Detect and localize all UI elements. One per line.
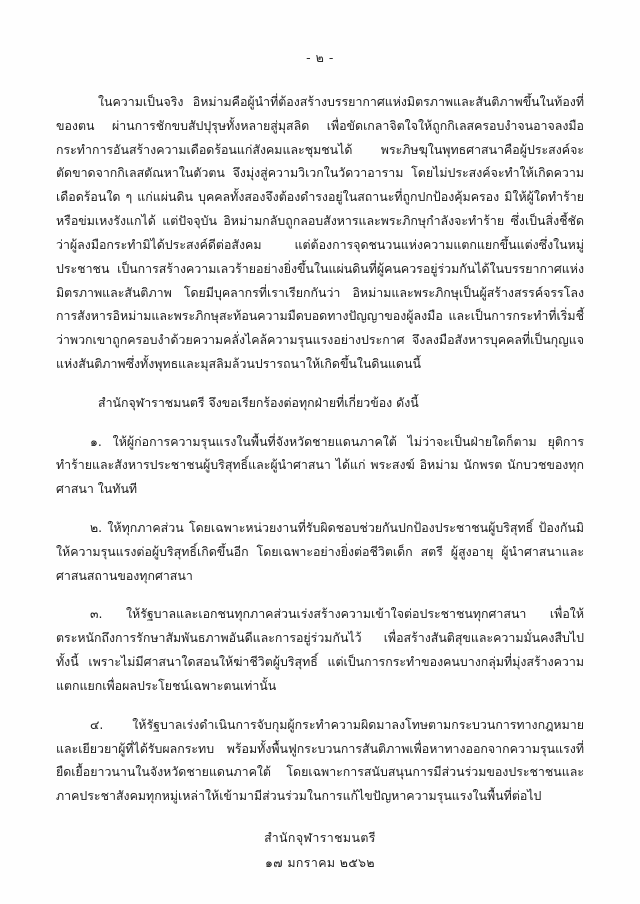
paragraph-spacer: [56, 378, 584, 391]
signature-office: สำนักจุฬาราชมนตรี: [264, 829, 376, 845]
signature-date: ๑๗ มกราคม ๒๕๖๒: [265, 854, 375, 870]
list-item: ๔. ให้รัฐบาลเร่งดำเนินการจับกุมผู้กระทำความผิดมาลงโทษตามกระบวนการทางกฎหมาย และเยียวยาผู้ที่ได้รับผลกระทบ พร้อมทั้งพื้นฟูกระบวนการสันติภาพเพื่อหาทางออกจากความรุนแรงที่ยืดเยื้อยาวนานในจังหวัดชายแดนภาคใต้ โดยเฉพาะการสนับสนุนการมีส่วนร่วมของประชาชนและภาคประชาสังคมทุกหมู่เหล่าให้เข้ามามีส่วนร่วมในการแก้ไขปัญหาความรุนแรงในพื้นที่ต่อไป: [56, 716, 584, 804]
list-item: ๓. ให้รัฐบาลและเอกชนทุกภาคส่วนเร่งสร้างความเข้าใจต่อประชาชนทุกศาสนา เพื่อให้ตระหนักถึงการรักษาสัมพันธภาพอันดีและการอยู่ร่วมกันไว้ เพื่อสร้างสันติสุขและความมั่นคงสืบไป ทั้งนี้ เพราะไม่มีศาสนาใดสอนให้ฆ่าชีวิตผู้บริสุทธิ์ แต่เป็นการกระทำของคนบางกลุ่มที่มุ่งสร้างความแตกแยกเพื่อผลประโยชน์เฉพาะตนเท่านั้น: [56, 606, 584, 693]
paragraph-1: ในความเป็นจริง อิหม่ามคือผู้นำที่ต้องสร้างบรรยากาศแห่งมิตรภาพและสันติภาพขึ้นในท้องที่ของตน ผ่านการชักขบสัปปุรุษทั้งหลายสู่มุสลิด เพื่อขัดเกลาจิตใจให้ถูกกิเลสครอบงำจนอาจลงมือกระทำการอันสร้างความเดือดร้อนแก่สังคมและชุมชนได้ พระภิษฆุในพุทธศาสนาคือผู้ประสงค์จะตัดขาดจากกิเลสตัณหาในตัวตน จึงมุ่งสู่ความวิเวกในวัดวาอาราม โดยไม่ประสงค์จะทำให้เกิดความเดือดร้อนใด ๆ แก่แผ่นดิน บุคคลทั้งสองจึงต้องดำรงอยู่ในสถานะที่ถูกปกป้องคุ้มครอง มิให้ผู้ใดทำร้ายหรือข่มเหงรังแกได้ แต่ปัจจุบัน อิหม่ามกลับถูกลอบสังหารและพระภิกษุกำลังจะทำร้าย ซึ่งเป็นสิ่งชี้ชัดว่าผู้ลงมือกระทำมิได้ประสงค์ดีต่อสังคม แต่ต้องการจุดชนวนแห่งความแตกแยกขึ้นแต่งซึ่งในหมู่ประชาชน เป็นการสร้างความเลวร้ายอย่างยิ่งขึ้นในแผ่นดินที่ผู้คนควรอยู่ร่วมกันได้ในบรรยากาศแห่งมิตรภาพและสันติภาพ โดยมีบุคลากรที่เราเรียกกันว่า อิหม่ามและพระภิกษุเป็นผู้สร้างสรรค์จรรโลง การสังหารอิหม่ามและพระภิกษุสะท้อนความมืดบอดทางปัญญาของผู้ลงมือ และเป็นการกระทำที่เริ่มชี้ว่าพวกเขาถูกครอบงำด้วยความคลั่งไคล้ความรุนแรงอย่างประกาศ จึงลงมือสังหารบุคคลที่เป็นกุญแจแห่งสันติภาพซึ่งทั้งพุทธและมุสลิมล้วนปรารถนาให้เกิดขึ้นในดินแดนนี้: [56, 94, 584, 371]
document-body: [56, 90, 584, 808]
list-spacer: [56, 503, 584, 516]
signature-block: [56, 826, 584, 876]
page-number: - ๒ -: [306, 50, 334, 65]
paragraph-2: สำนักจุฬาราชมนตรี จึงขอเรียกร้องต่อทุกฝ่ายที่เกี่ยวข้อง ดังนี้: [98, 394, 419, 410]
list-item: ๑. ให้ผู้ก่อการความรุนแรงในพื้นที่จังหวัดชายแดนภาคใต้ ไม่ว่าจะเป็นฝ่ายใดก็ตาม ยุติการทำร้ายและสังหารประชาชนผู้บริสุทธิ์และผู้นำศาสนา ได้แก่ พระสงฆ์ อิหม่าม นักพรต นักบวชของทุกศาสนา ในทันที: [56, 433, 584, 497]
list-spacer: [56, 589, 584, 602]
list-spacer: [56, 700, 584, 713]
list-spacer: [56, 417, 584, 430]
list-item: ๒. ให้ทุกภาคส่วน โดยเฉพาะหน่วยงานที่รับผิดชอบช่วยกันปกป้องประชาชนผู้บริสุทธิ์ ป้องกันมิให้ความรุนแรงต่อผู้บริสุทธิ์เกิดขึ้นอีก โดยเฉพาะอย่างยิ่งต่อชีวิตเด็ก สตรี ผู้สูงอายุ ผู้นำศาสนาและศาสนสถานของทุกศาสนา: [56, 520, 584, 583]
